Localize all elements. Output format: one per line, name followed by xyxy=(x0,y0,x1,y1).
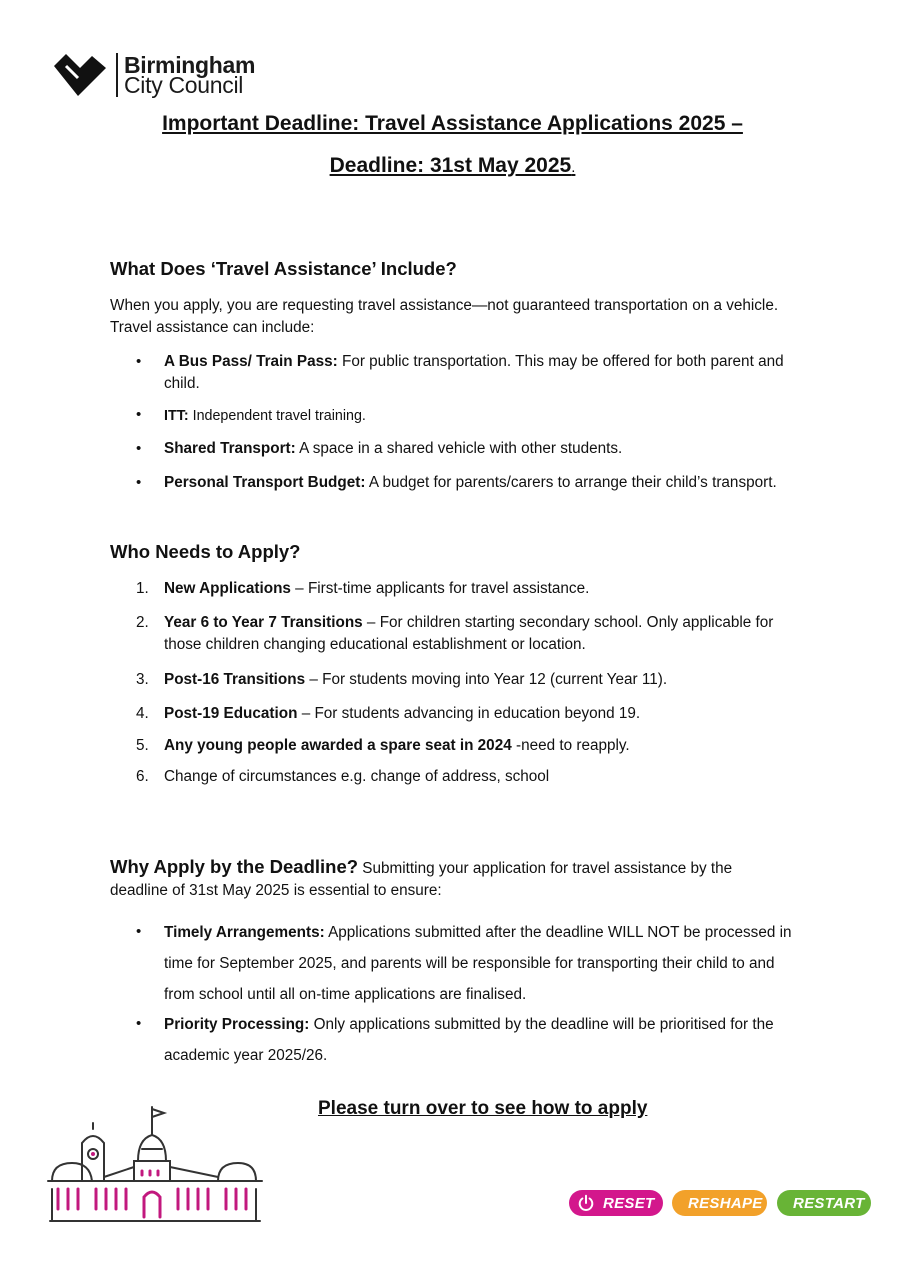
title-period: . xyxy=(571,159,576,176)
restart-label: RESTART xyxy=(793,1194,865,1212)
power-icon xyxy=(577,1194,595,1212)
list-item-bold: Post-16 Transitions xyxy=(164,671,306,688)
list-item-bold: New Applications xyxy=(164,580,291,597)
list-item-text: Only applications submitted by the deadline will be prioritised for the academic year 2025/26. xyxy=(164,1016,774,1064)
list-item xyxy=(164,612,804,656)
reset-button[interactable] xyxy=(569,1190,663,1216)
list-item-bold: Year 6 to Year 7 Transitions xyxy=(164,614,363,631)
list-number: 5. xyxy=(136,737,149,754)
list-item xyxy=(164,766,804,788)
deadline-title: Deadline: 31st May 2025 xyxy=(329,154,572,177)
council-house-illustration-icon xyxy=(46,1105,266,1225)
list-item-bold: ITT: xyxy=(164,408,189,424)
list-item xyxy=(164,1009,804,1071)
turn-over-notice: Please turn over to see how to apply xyxy=(318,1098,648,1119)
list-item-bold: Any young people awarded a spare seat in 2024 xyxy=(164,737,512,754)
bullet-icon: • xyxy=(136,474,142,491)
section-heading-who-needs-to-apply: Who Needs to Apply? xyxy=(110,541,301,562)
list-item-text: Independent travel training. xyxy=(188,408,366,424)
reset-label: RESET xyxy=(603,1194,655,1212)
list-number: 2. xyxy=(136,614,149,631)
restart-button[interactable] xyxy=(777,1190,871,1216)
list-item-text: For public transportation. This may be offered for both parent and child. xyxy=(164,353,784,392)
list-number: 3. xyxy=(136,671,149,688)
bullet-icon: • xyxy=(136,406,142,423)
heart-logo-icon xyxy=(52,52,108,98)
list-item xyxy=(164,578,804,600)
list-item xyxy=(164,917,804,1010)
page-title-line-1: Important Deadline: Travel Assistance Applications 2025 – xyxy=(162,112,743,135)
reshape-label: RESHAPE xyxy=(688,1194,763,1212)
list-item xyxy=(164,405,804,427)
list-item-text: – First-time applicants for travel assistance. xyxy=(290,580,590,597)
list-item-text: – For students moving into Year 12 (current Year 11). xyxy=(305,671,668,688)
council-logo xyxy=(52,52,255,98)
reshape-button[interactable] xyxy=(672,1190,767,1216)
list-item xyxy=(164,735,804,757)
list-number: 1. xyxy=(136,580,149,597)
bullet-icon: • xyxy=(136,923,142,940)
list-item-text: – For children starting secondary school. Only applicable for those children changing educational establishment or location. xyxy=(164,614,774,653)
list-number: 6. xyxy=(136,768,149,785)
section3-intro-text: Submitting your application for travel assistance by the deadline of 31st May 2025 is essential to ensure: xyxy=(110,860,733,899)
list-item-text: Applications submitted after the deadline WILL NOT be processed in time for September 2025, and parents will be responsible for transporting their child to and from school until all on-time applications are finalised. xyxy=(164,924,792,1003)
list-item-bold: A Bus Pass/ Train Pass: xyxy=(164,353,338,370)
section1-intro-line-1: When you apply, you are requesting travel assistance—not guaranteed transportation on a vehicle. xyxy=(110,297,779,314)
list-number: 4. xyxy=(136,705,149,722)
section1-intro-line-2: Travel assistance can include: xyxy=(110,319,315,336)
list-item-bold: Shared Transport: xyxy=(164,440,296,457)
list-item-text: Change of circumstances e.g. change of address, school xyxy=(164,768,550,785)
section3-intro xyxy=(110,856,790,902)
list-item-bold: Personal Transport Budget: xyxy=(164,474,366,491)
list-item-text: A budget for parents/carers to arrange their child’s transport. xyxy=(365,474,777,491)
list-item xyxy=(164,669,804,691)
list-item xyxy=(164,438,804,460)
logo-line-2: City Council xyxy=(124,72,244,98)
logo-wordmark xyxy=(124,52,256,98)
list-item xyxy=(164,351,804,395)
list-item-bold: Post-19 Education xyxy=(164,705,298,722)
page-title-line-2 xyxy=(0,154,905,178)
bullet-icon: • xyxy=(136,353,142,370)
bullet-icon: • xyxy=(136,440,142,457)
logo-divider xyxy=(116,53,118,97)
list-item xyxy=(164,472,804,494)
list-item-text: – For students advancing in education beyond 19. xyxy=(297,705,641,722)
bullet-icon: • xyxy=(136,1015,142,1032)
list-item-bold: Priority Processing: xyxy=(164,1016,310,1033)
list-item-text: -need to reapply. xyxy=(511,737,630,754)
section-heading-why-apply: Why Apply by the Deadline? xyxy=(110,856,359,877)
list-item-bold: Timely Arrangements: xyxy=(164,924,325,941)
logo-line-1: Birmingham xyxy=(124,52,256,78)
list-item xyxy=(164,703,804,725)
list-item-text: A space in a shared vehicle with other students. xyxy=(295,440,623,457)
section-heading-travel-assistance: What Does ‘Travel Assistance’ Include? xyxy=(110,258,457,279)
